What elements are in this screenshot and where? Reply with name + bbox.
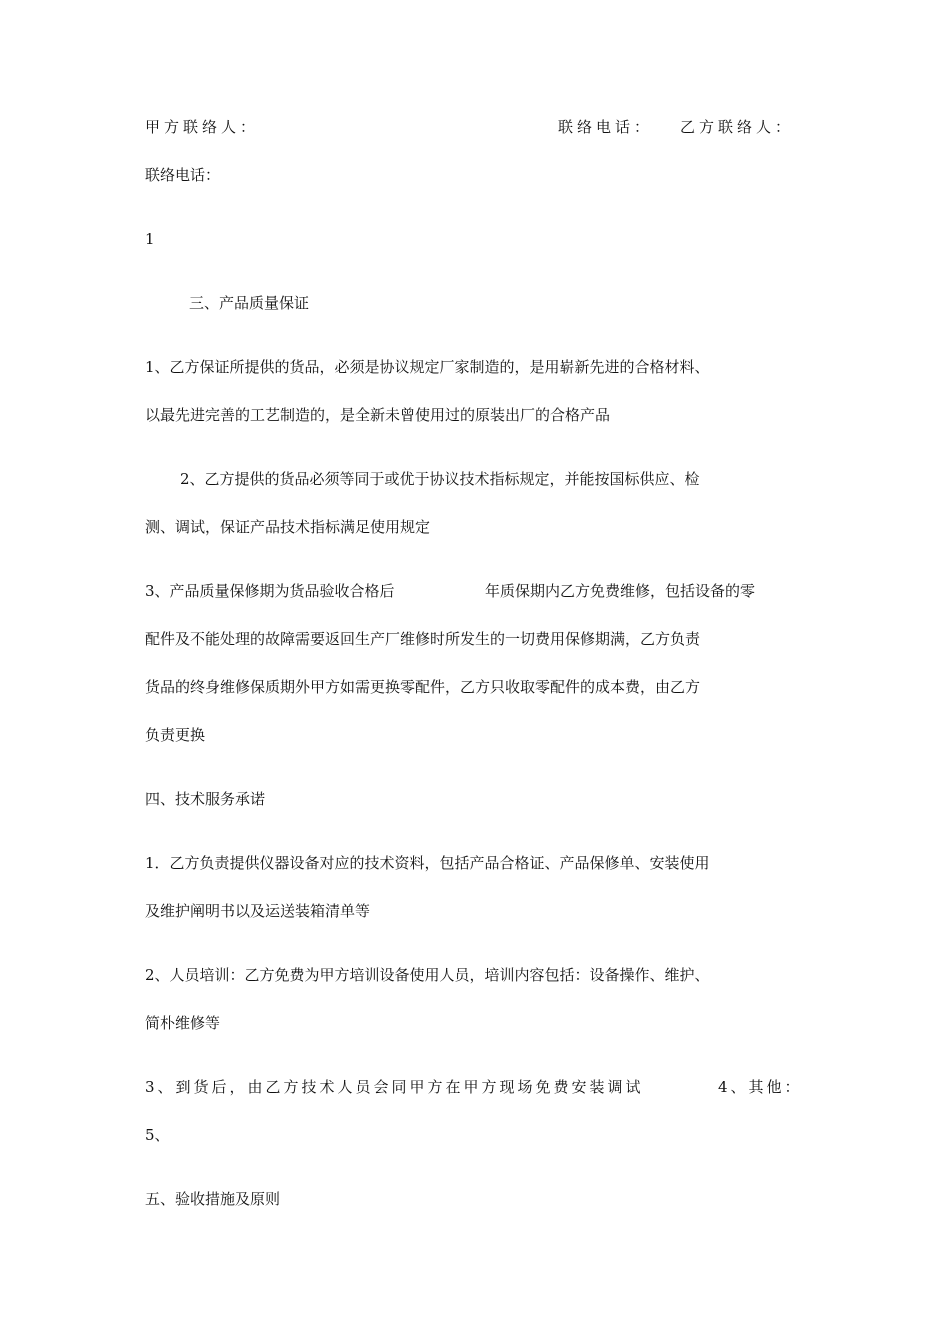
section5-title: 五、验收措施及原则: [145, 1190, 281, 1208]
s3-item1-line2: 以最先进完善的工艺制造的，是全新未曾使用过的原装出厂的合格产品: [145, 406, 611, 424]
s4-item4-label: 4、其他：: [718, 1078, 803, 1096]
s3-item3-line4: 负责更换: [145, 726, 206, 744]
phone-label-1: 联络电话：: [558, 118, 654, 136]
s4-item2-line2: 简朴维修等: [145, 1014, 221, 1032]
s4-item2-line1: 2、人员培训：乙方免费为甲方培训设备使用人员，培训内容包括：设备操作、维护、: [145, 966, 710, 984]
s4-item5-label: 5、: [145, 1126, 170, 1144]
s3-item3-line1b: 年质保期内乙方免费维修，包括设备的零: [485, 582, 756, 600]
s4-item3-line1: 3、到货后，由乙方技术人员会同甲方在甲方现场免费安装调试: [145, 1078, 644, 1096]
section3-title: 三、产品质量保证: [189, 294, 310, 312]
s4-item1-line1: 1．乙方负责提供仪器设备对应的技术资料，包括产品合格证、产品保修单、安装使用: [145, 854, 710, 872]
phone-label-2: 联络电话：: [145, 166, 221, 184]
s3-item1-line1: 1、乙方保证所提供的货品，必须是协议规定厂家制造的，是用崭新先进的合格材料、: [145, 358, 710, 376]
s3-item3-line3: 货品的终身维修保质期外甲方如需更换零配件，乙方只收取零配件的成本费，由乙方: [145, 678, 701, 696]
s3-item2-line2: 测、调试，保证产品技术指标满足使用规定: [145, 518, 431, 536]
s4-item1-line2: 及维护阐明书以及运送装箱清单等: [145, 902, 371, 920]
party-b-contact-label: 乙方联络人：: [680, 118, 795, 136]
party-a-contact-label: 甲方联络人：: [145, 118, 260, 136]
section4-title: 四、技术服务承诺: [145, 790, 266, 808]
s3-item3-line2: 配件及不能处理的故障需要返回生产厂维修时所发生的一切费用保修期满，乙方负责: [145, 630, 701, 648]
page-number: 1: [145, 230, 155, 248]
s3-item2-line1: 2、乙方提供的货品必须等同于或优于协议技术指标规定，并能按国标供应、检: [180, 470, 700, 488]
s3-item3-line1a: 3、产品质量保修期为货品验收合格后: [145, 582, 395, 600]
